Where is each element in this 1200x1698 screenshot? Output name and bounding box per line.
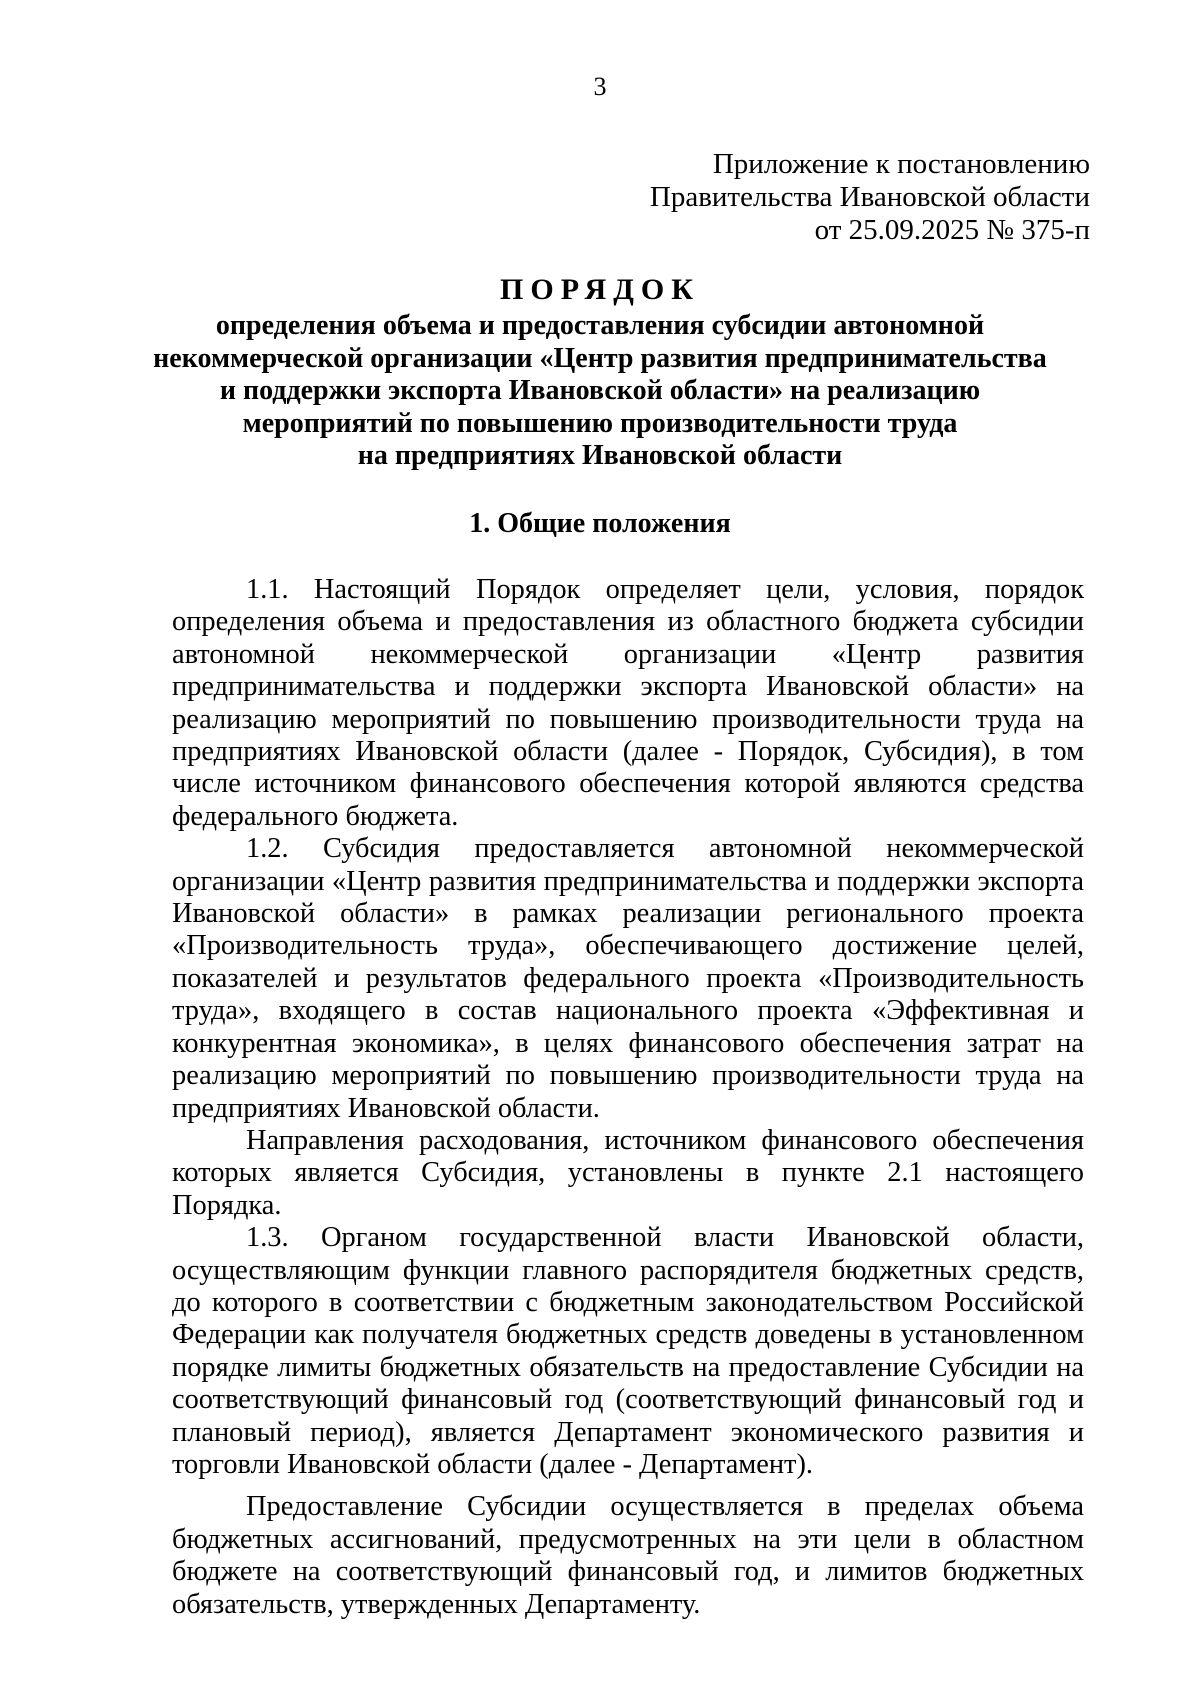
page-number: 3: [593, 72, 607, 101]
approval-line: Правительства Ивановской области: [649, 181, 1090, 213]
paragraph-1-1: 1.1. Настоящий Порядок определяет цели, условия, порядок определения объема и предоставления из областного бюджета субсидии автономной некоммерческой организации «Центр развития предпринимательства и поддержки экспорта Ивановской области» на реализацию мероприятий по повышению производительности труда на предприятиях Ивановской области (далее - Порядок, Субсидия), в том числе источником финансового обеспечения которой являются средства федерального бюджета.: [172, 574, 1084, 832]
paragraph-spending-directions: Направления расходования, источником финансового обеспечения которых является Субсидия, установлены в пункте 2.1 настоящего Порядка.: [172, 1124, 1084, 1221]
title-line: и поддержки экспорта Ивановской области» на реализацию: [219, 375, 981, 406]
title-line: некоммерческой организации «Центр развития предпринимательства: [153, 342, 1047, 374]
paragraph-1-2: 1.2. Субсидия предоставляется автономной некоммерческой организации «Центр развития предпринимательства и поддержки экспорта Ивановской области» в рамках реализации регионального проекта «Производительность труда», обеспечивающего достижение целей, показателей и результатов федерального проекта «Производительность труда», входящего в состав национального проекта «Эффективная и конкурентная экономика», в целях финансового обеспечения затрат на реализацию мероприятий по повышению производительности труда на предприятиях Ивановской области.: [172, 833, 1084, 1124]
approval-line: от 25.09.2025 № 375-п: [814, 214, 1090, 246]
document-body: [172, 574, 1084, 1621]
approval-stamp: [490, 148, 1090, 247]
paragraph-1-3: 1.3. Органом государственной власти Ивановской области, осуществляющим функции главного распорядителя бюджетных средств, до которого в соответствии с бюджетным законодательством Российской Федерации как получателя бюджетных средств доведены в установленном порядке лимиты бюджетных обязательств на предоставление Субсидии на соответствующий финансовый год (соответствующий финансовый год и плановый период), является Департамент экономического развития и торговли Ивановской области (далее - Департамент).: [172, 1222, 1084, 1480]
document-title: ПОРЯДОК: [500, 273, 700, 306]
title-line: на предприятиях Ивановской области: [357, 440, 843, 471]
title-line: мероприятий по повышению производительности труда: [242, 407, 958, 439]
document-title-block: [110, 272, 1090, 473]
section-heading: 1. Общие положения: [469, 508, 731, 539]
paragraph-subsidy-limits: Предоставление Субсидии осуществляется в пределах объема бюджетных ассигнований, предусмотренных на эти цели в областном бюджете на соответствующий финансовый год, и лимитов бюджетных обязательств, утвержденных Департаменту.: [172, 1491, 1084, 1620]
title-line: определения объема и предоставления субсидии автономной: [215, 310, 985, 341]
approval-line: Приложение к постановлению: [712, 148, 1090, 180]
